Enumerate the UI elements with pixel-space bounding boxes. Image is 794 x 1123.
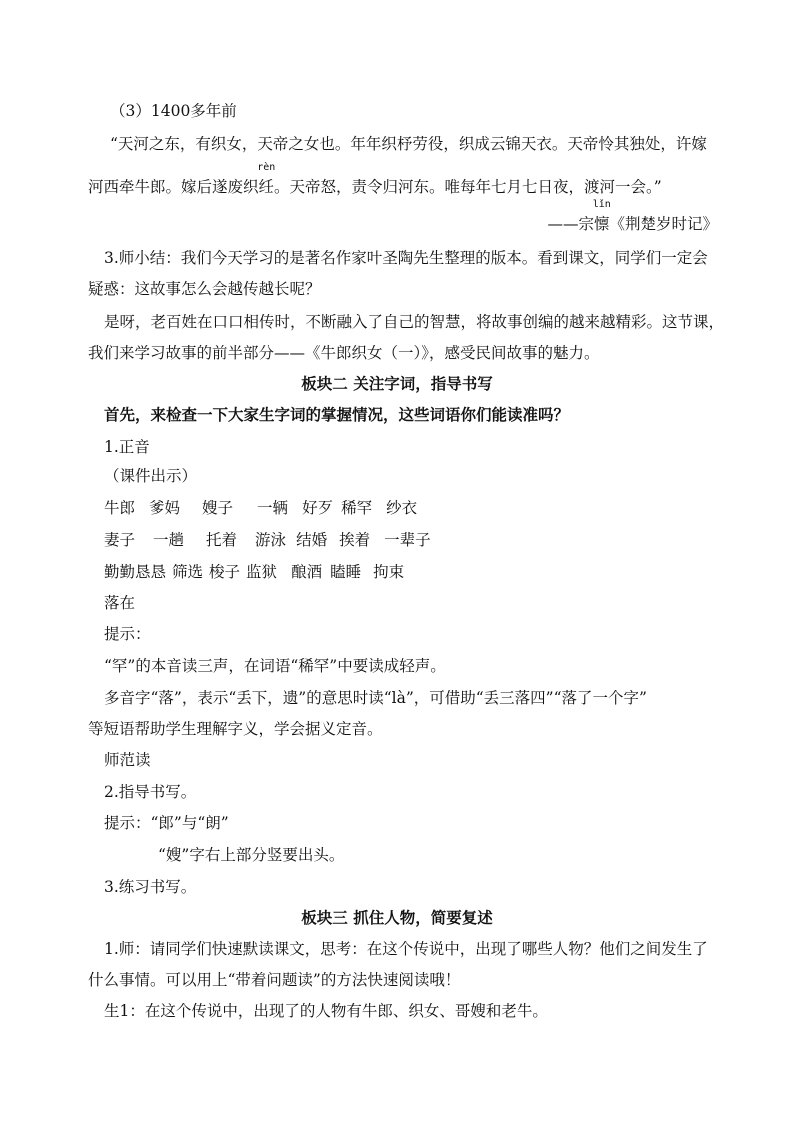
section-heading: （3）1400多年前 bbox=[110, 102, 237, 120]
source-ruby-char bbox=[592, 199, 611, 234]
word: 稀罕 bbox=[341, 499, 373, 517]
word-row-3 bbox=[104, 562, 418, 582]
word: 梭子 bbox=[209, 563, 241, 581]
word: 瞌睡 bbox=[330, 563, 362, 581]
source-text-b: 《荆楚岁时记》 bbox=[609, 215, 718, 233]
block2-title: 板块二 关注字词，指导书写 bbox=[301, 374, 493, 393]
summary-line-3: 是呀，老百姓在口口相传时，不断融入了自己的智慧，将故事创编的越来越精彩。这节课， bbox=[104, 313, 725, 331]
hint-3: 提示：“郎”与“朗” bbox=[104, 814, 229, 832]
item-1: 1.正音 bbox=[104, 438, 150, 456]
word: 监狱 bbox=[246, 563, 278, 581]
item-3: 3.练习书写。 bbox=[104, 878, 197, 896]
quote-line-2 bbox=[88, 162, 662, 197]
word: 拘束 bbox=[373, 563, 405, 581]
question-line-1: 1.师：请同学们快速默读课文，思考：在这个传说中，出现了哪些人物？他们之间发生了 bbox=[104, 940, 708, 958]
summary-line-2: 疑惑：这故事怎么会越传越长呢？ bbox=[88, 280, 321, 298]
quote-text-b: 。天帝怒，责令归河东。唯每年七月七日夜，渡河一会。” bbox=[274, 178, 662, 196]
word: 一辈子 bbox=[384, 531, 431, 549]
item-2: 2.指导书写。 bbox=[104, 783, 197, 801]
quote-text-a: 河西牵牛郎。嫁后遂废织 bbox=[88, 178, 259, 196]
word: 牛郎 bbox=[104, 499, 136, 517]
source-text-a: ——宗 bbox=[547, 215, 594, 233]
word: 筛选 bbox=[172, 563, 204, 581]
quote-source bbox=[400, 199, 718, 234]
block2-intro: 首先，来检查一下大家生字词的掌握情况，这些词语你们能读准吗？ bbox=[104, 405, 570, 424]
teacher-read: 师范读 bbox=[104, 751, 151, 769]
word: 勤勤恳恳 bbox=[104, 563, 167, 581]
word: 好歹 bbox=[302, 499, 334, 517]
word: 游泳 bbox=[255, 531, 287, 549]
question-line-2: 什么事情。可以用上“带着问题读”的方法快速阅读哦！ bbox=[88, 971, 461, 989]
word-row-1 bbox=[104, 498, 431, 518]
word: 挨着 bbox=[339, 531, 371, 549]
hint-4: “嫂”字右上部分竖要出头。 bbox=[158, 846, 345, 864]
quote-line-1: “天河之东，有织女，天帝之女也。年年织杼劳役，织成云锦天衣。天帝怜其独处，许嫁 bbox=[110, 135, 707, 153]
word: 爹妈 bbox=[149, 499, 181, 517]
hint-2-line-1: 多音字“落”，表示“丢下，遗”的意思时读“là”，可借助“丢三落四”“落了一个字” bbox=[104, 689, 647, 707]
word-row-2 bbox=[104, 530, 445, 550]
summary-line-4: 我们来学习故事的前半部分——《牛郎织女（一）》，感受民间故事的魅力。 bbox=[88, 344, 600, 362]
ruby-pinyin: rèn bbox=[257, 162, 276, 173]
word: 酿酒 bbox=[291, 563, 323, 581]
word: 一辆 bbox=[257, 499, 289, 517]
summary-line-1: 3.师小结：我们今天学习的是著名作家叶圣陶先生整理的版本。看到课文，同学们一定会 bbox=[104, 249, 708, 267]
word: 纱衣 bbox=[386, 499, 418, 517]
word: 一趟 bbox=[153, 531, 185, 549]
ruby-char bbox=[257, 162, 276, 197]
word: 结婚 bbox=[296, 531, 328, 549]
answer-1: 生1：在这个传说中，出现了的人物有牛郎、织女、哥嫂和老牛。 bbox=[104, 1002, 548, 1020]
word-row-4: 落在 bbox=[104, 594, 136, 612]
hint-2-line-2: 等短语帮助学生理解字义，学会据义定音。 bbox=[88, 720, 383, 738]
word: 托着 bbox=[206, 531, 238, 549]
source-ruby-pinyin: lǐn bbox=[592, 199, 611, 210]
hint-label: 提示： bbox=[104, 625, 151, 643]
word: 妻子 bbox=[104, 531, 136, 549]
ruby-base: 纴 bbox=[258, 178, 275, 196]
block3-title: 板块三 抓住人物，简要复述 bbox=[301, 908, 493, 927]
source-ruby-base: 懔 bbox=[593, 215, 610, 233]
word: 嫂子 bbox=[202, 499, 234, 517]
hint-1: “罕”的本音读三声，在词语“稀罕”中要读成轻声。 bbox=[104, 657, 446, 675]
courseware-note: （课件出示） bbox=[104, 467, 198, 485]
